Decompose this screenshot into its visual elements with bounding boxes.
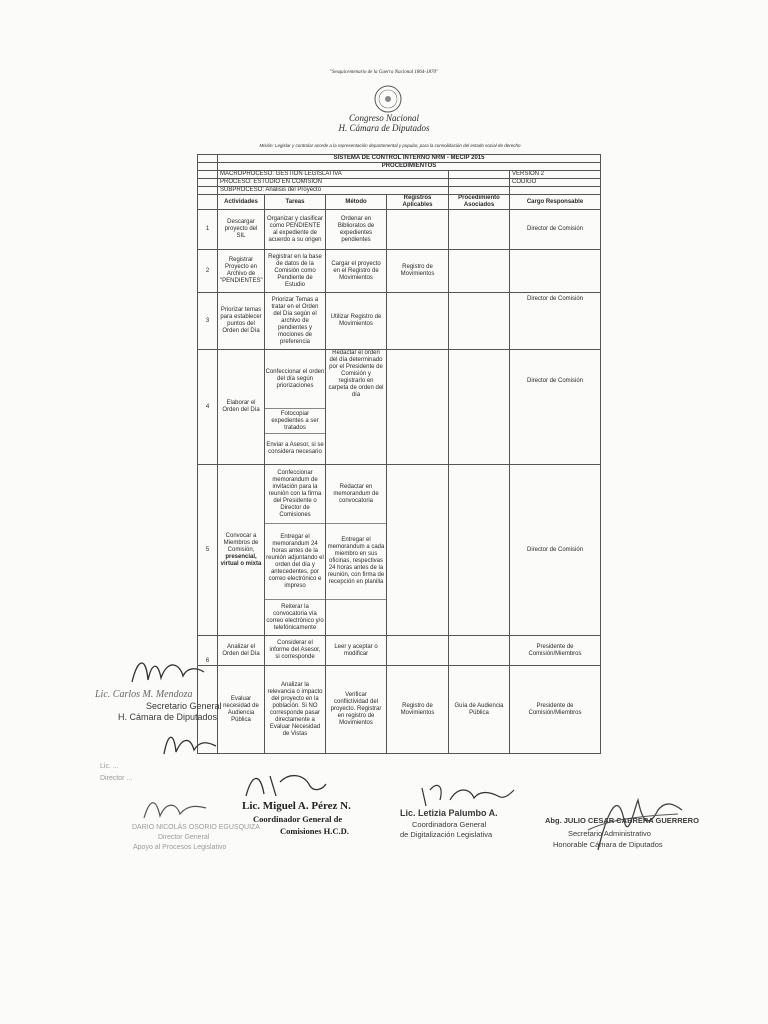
congress-seal-icon — [373, 84, 403, 114]
row-procedimiento — [449, 465, 510, 636]
row-tarea: Registrar en la base de datos de la Comisión como Pendiente de Estudio — [265, 250, 326, 293]
row-tareas — [265, 350, 326, 465]
row-registros: Registro de Movimientos — [387, 250, 449, 293]
perez-title2: Comisiones H.C.D. — [280, 826, 349, 836]
table-row — [198, 250, 601, 293]
row-number: 1 — [198, 210, 218, 250]
row-tarea: Entregar el memorandum 24 horas antes de la reunión adjuntando el orden del día y antecedentes, por correo electrónico e impreso — [265, 524, 325, 600]
row-procedimiento: Guía de Audiencia Pública — [449, 666, 510, 754]
row-number: 6 — [198, 636, 218, 666]
congress-name — [0, 113, 768, 133]
row-cargo: Director de Comisión — [510, 350, 601, 465]
row-number: 4 — [198, 350, 218, 465]
row-registros: Registro de Movimientos — [387, 666, 449, 754]
header-tareas: Tareas — [265, 195, 326, 210]
mission-statement: Misión: Legislar y controlar acorde a la representación departamental y popular, para la consolidación del estado social de derecho — [259, 143, 521, 148]
row-procedimiento — [449, 293, 510, 350]
row-actividad-bold: presencial, virtual o mixta — [220, 553, 262, 567]
palumbo-name: Lic. Letizia Palumbo A. — [400, 808, 498, 818]
cabrera-name: Abg. JULIO CESAR CABRERA GUERRERO — [545, 816, 699, 825]
row-procedimiento — [449, 636, 510, 666]
table-row — [198, 666, 601, 754]
signature-scribble-icon — [140, 792, 210, 824]
row-actividad: Descargar proyecto del SIL — [218, 210, 265, 250]
row-actividad: Evaluar necesidad de Audiencia Pública — [218, 666, 265, 754]
row-cargo: Presidente de Comisión/Miembros — [510, 666, 601, 754]
row-actividad: Priorizar temas para establecer puntos del Orden del Día — [218, 293, 265, 350]
signature-scribble-icon — [418, 780, 518, 810]
row-metodo: Utilizar Registro de Movimientos — [326, 293, 387, 350]
row-actividad: Analizar el Orden del Día — [218, 636, 265, 666]
row-cargo: Director de Comisión — [510, 293, 601, 350]
row-procedimiento — [449, 350, 510, 465]
row-procedimiento — [449, 210, 510, 250]
row-procedimiento — [449, 250, 510, 293]
subproceso: SUBPROCESO: Análisis del Proyecto — [218, 187, 449, 195]
table-row — [198, 636, 601, 666]
table-row — [198, 210, 601, 250]
row-number: 3 — [198, 293, 218, 350]
header-metodo: Método — [326, 195, 387, 210]
row-tarea: Considerar el informe del Asesor, si corresponde — [265, 636, 326, 666]
row-tarea: Priorizar Temas a tratar en el Orden del Día según el archivo de pendientes y mociones de preferencia — [265, 293, 326, 350]
table-subtitle: PROCEDIMIENTOS — [218, 163, 601, 171]
proceso: PROCESO: ESTUDIO EN COMISION — [218, 179, 449, 187]
signature-scribble-icon — [128, 652, 208, 688]
left-signatory-name: Lic. Carlos M. Mendoza — [95, 689, 193, 700]
row-tarea: Confeccionar memorandum de invitación para la reunión con la firma del Presidente o Director de Comisiones — [265, 465, 325, 524]
faint-signatory-line1: Lic. ... — [100, 763, 119, 770]
header-registros: Registros Aplicables — [387, 195, 449, 210]
row-number: 5 — [198, 465, 218, 636]
row-tarea: Organizar y clasificar como PENDIENTE al expediente de acuerdo a su origen — [265, 210, 326, 250]
row-tarea: Enviar a Asesor, si se considera necesario — [266, 442, 324, 455]
left-signatory-title1: Secretario General — [146, 701, 222, 711]
left-signatory-title2: H. Cámara de Diputados — [118, 712, 218, 722]
row-metodo: Entregar el memorandum a cada miembro en sus oficinas, respectivas 24 horas antes de la reunión, con firma de recepción en planilla — [326, 524, 386, 600]
row-actividad: Registrar Proyecto en Archivo de "PENDIENTES" — [218, 250, 265, 293]
table-row — [198, 350, 601, 465]
header-procedimiento: Procedimiento Asociados — [449, 195, 510, 210]
row-metodo: Ordenar en Biblioratos de expedientes pendientes — [326, 210, 387, 250]
row-cargo: Director de Comisión — [510, 210, 601, 250]
row-tarea: Confeccionar el orden del día según priorizaciones — [265, 350, 325, 409]
signature-scribble-icon — [160, 728, 220, 760]
macroproceso: MACROPROCESO: GESTION LEGISLATIVA — [218, 171, 449, 179]
row-cargo: Director de Comisión — [510, 465, 601, 636]
row-actividad-text: Convocar a Miembros de Comisión, — [223, 532, 259, 553]
cabrera-title1: Secretario Administrativo — [568, 829, 651, 838]
table-title: SISTEMA DE CONTROL INTERNO NRM - MECIP 2015 — [218, 155, 601, 163]
row-metodo: Leer y aceptar o modificar — [326, 636, 387, 666]
dario-name: DARIO NICOLÁS OSORIO EGUSQUIZA — [132, 824, 260, 831]
procedures-table — [197, 154, 601, 754]
row-registros — [387, 210, 449, 250]
version: VERSIÓN 2 — [510, 171, 601, 179]
header-quote: "Sesquicentenario de la Guerra Nacional 1864-1870" — [329, 70, 439, 75]
row-metodo: Verificar conflictividad del proyecto. Registrar en registro de Movimientos — [326, 666, 387, 754]
row-number: 2 — [198, 250, 218, 293]
header-cargo: Cargo Responsable — [510, 195, 601, 210]
row-tarea: Reiterar la convocatoria vía correo electrónico y/o telefónicamente — [266, 603, 324, 631]
palumbo-title1: Coordinadora General — [412, 820, 487, 829]
row-registros — [387, 636, 449, 666]
row-metodo: Cargar el proyecto en el Registro de Movimientos — [326, 250, 387, 293]
row-cargo — [510, 250, 601, 293]
codigo: CODIGO — [510, 179, 601, 187]
row-tarea: Analizar la relevancia o impacto del proyecto en la población. Si NO corresponde pasar directamente a Evaluar Necesidad de Vistas — [265, 666, 326, 754]
cabrera-title2: Honorable Cámara de Diputados — [553, 840, 663, 849]
row-metodos — [326, 465, 387, 636]
row-tareas — [265, 465, 326, 636]
row-registros — [387, 350, 449, 465]
palumbo-title2: de Digitalización Legislativa — [400, 830, 493, 839]
row-cargo: Presidente de Comisión/Miembros — [510, 636, 601, 666]
faint-signatory-line2: Director ... — [100, 775, 133, 782]
row-registros — [387, 465, 449, 636]
row-metodo: Redactar el orden del día determinado por el Presidente de Comisión y registrarlo en carpeta de orden del día — [326, 350, 387, 465]
row-actividad: Elaborar el Orden del Día — [218, 350, 265, 465]
table-row — [198, 293, 601, 350]
congress-line1: Congreso Nacional — [349, 113, 419, 123]
table-row — [198, 465, 601, 636]
row-metodo-empty — [326, 600, 386, 635]
row-metodo: Redactar en memorandum de convocatoria — [326, 465, 386, 524]
perez-title1: Coordinador General de — [253, 814, 343, 824]
header-actividades: Actividades — [218, 195, 265, 210]
signature-scribble-icon — [240, 768, 330, 802]
row-tarea: Fotocopiar expedientes a ser tratados — [265, 409, 325, 434]
perez-name: Lic. Miguel A. Pérez N. — [242, 800, 351, 812]
congress-line2: H. Cámara de Diputados — [338, 123, 430, 133]
row-actividad — [218, 465, 265, 636]
dario-title1: Director General — [158, 834, 210, 841]
row-registros — [387, 293, 449, 350]
dario-title2: Apoyo al Procesos Legislativo — [133, 844, 227, 851]
